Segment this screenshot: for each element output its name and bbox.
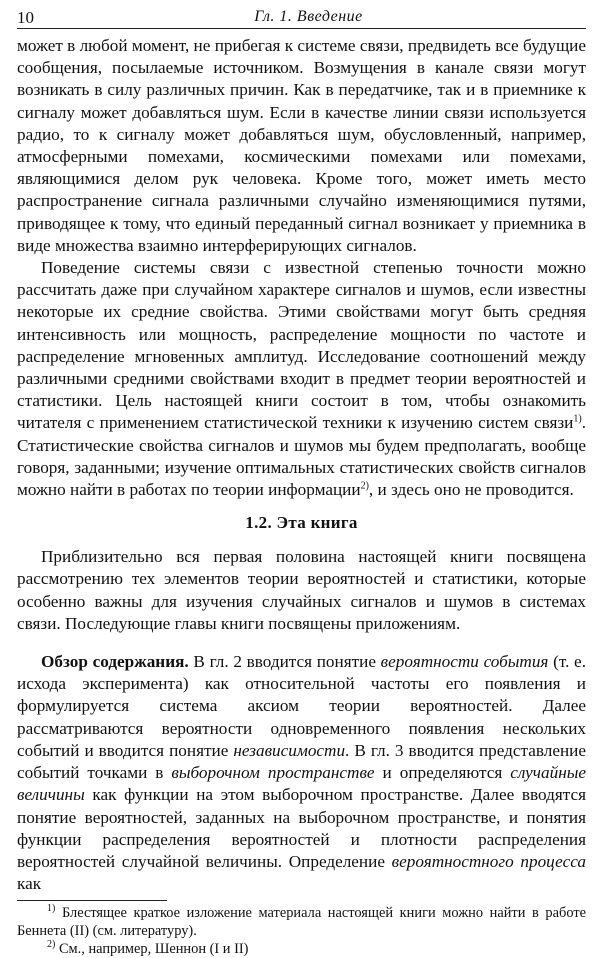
emphasis-term: случайные величины [17, 763, 586, 805]
page-number: 10 [17, 8, 34, 27]
paragraph-text: . В гл. 3 вводится представление событий точками в [17, 740, 586, 783]
page-header [17, 6, 586, 29]
paragraph-text: как [17, 874, 42, 894]
footnote-2 [17, 940, 586, 958]
footnote-ref-1: 1) [573, 413, 582, 425]
emphasis-term: выборочном пространстве [171, 763, 375, 783]
paragraph-text: Поведение системы связи с известной степенью точности можно рассчитать даже при случайном характере сигналов и шумов, если известны некоторые их средние свойства. Этими свойствами могут быть средняя интенсивность или мощность, распределение мощности по частоте и распределение мгновенных амплитуд. Исследование соотношений между различными средними свойствами входит в предмет теории вероятностей и статистики. Цель настоящей книги состоит в том, чтобы ознакомить читателя с применением статистической техники к изучению систем связи [17, 258, 586, 433]
paragraph-continued: может в любой момент, не прибегая к системе связи, предвидеть все будущие сообщения, посылаемые источником. Возмущения в канале связи могут возникать в силу различных причин. Как в передатчике, так и в приемнике к сигналу может добавляться шум. Если в качестве линии связи используется радио, то к сигналу может добавляться шум, обусловленный, например, атмосферными помехами, космическими помехами или помехами, являющимися делом рук человека. Кроме того, может иметь место распространение сигнала различными случайно изменяющимися путями, приводящее к тому, что единый переданный сигнал возникает у приемника в виде множества взаимно интерферирующих сигналов. [17, 36, 586, 255]
paragraph-text: , и здесь оно не проводится. [368, 480, 574, 500]
emphasis-term: независимости [233, 740, 346, 760]
footnote-text-1: Блестящее краткое изложение материала настоящей книги можно найти в работе Беннета (II) (см. литературу). [17, 905, 586, 940]
page-body [17, 35, 586, 895]
paragraph-gap [17, 635, 586, 651]
footnote-mark-2: 2) [47, 939, 56, 951]
paragraph-text: (т. е. исхода эксперимента) как относительной частоты его появления и формулируется система аксиом теории вероятностей. Далее рассматриваются вероятности одновременного появления нескольких событий и вводится понятие [17, 652, 586, 760]
paragraph-statistics [17, 257, 586, 501]
running-head: Гл. 1. Введение [254, 8, 363, 25]
footnote-mark-1: 1) [47, 903, 56, 915]
paragraph-overview [17, 651, 586, 895]
footnote-ref-2: 2) [360, 480, 369, 492]
paragraph-text: и определяются [374, 763, 511, 783]
run-in-heading: Обзор содержания. [41, 652, 189, 672]
emphasis-term: вероятностного процесса [391, 851, 586, 871]
emphasis-term: вероятности события [380, 652, 549, 672]
paragraph-text: В гл. 2 вводится понятие [188, 652, 381, 672]
section-heading: 1.2. Эта книга [245, 513, 358, 533]
paragraph-text: . Статистические свойства сигналов и шумов мы будем предполагать, вообще говоря, заданными; изучение оптимальных статистических свойств сигналов можно найти в работах по теории информации [17, 413, 586, 500]
footnote-text-2: См., например, Шеннон (I и II) [55, 941, 249, 958]
footnote-rule [17, 900, 167, 901]
paragraph-book-scope: Приблизительно вся первая половина настоящей книги посвящена рассмотрению тех элементов теории вероятностей и статистики, которые особенно важны для изучения случайных сигналов и шумов в системах связи. Последующие главы книги посвящены приложениям. [17, 547, 586, 633]
footnote-1 [17, 904, 586, 940]
paragraph-text: как функции на этом выборочном пространстве. Далее вводятся понятие вероятностей, заданных на выборочном пространстве, и понятия функции распределения вероятностей и плотности распределения вероятностей случайной величины. Определение [17, 785, 586, 871]
